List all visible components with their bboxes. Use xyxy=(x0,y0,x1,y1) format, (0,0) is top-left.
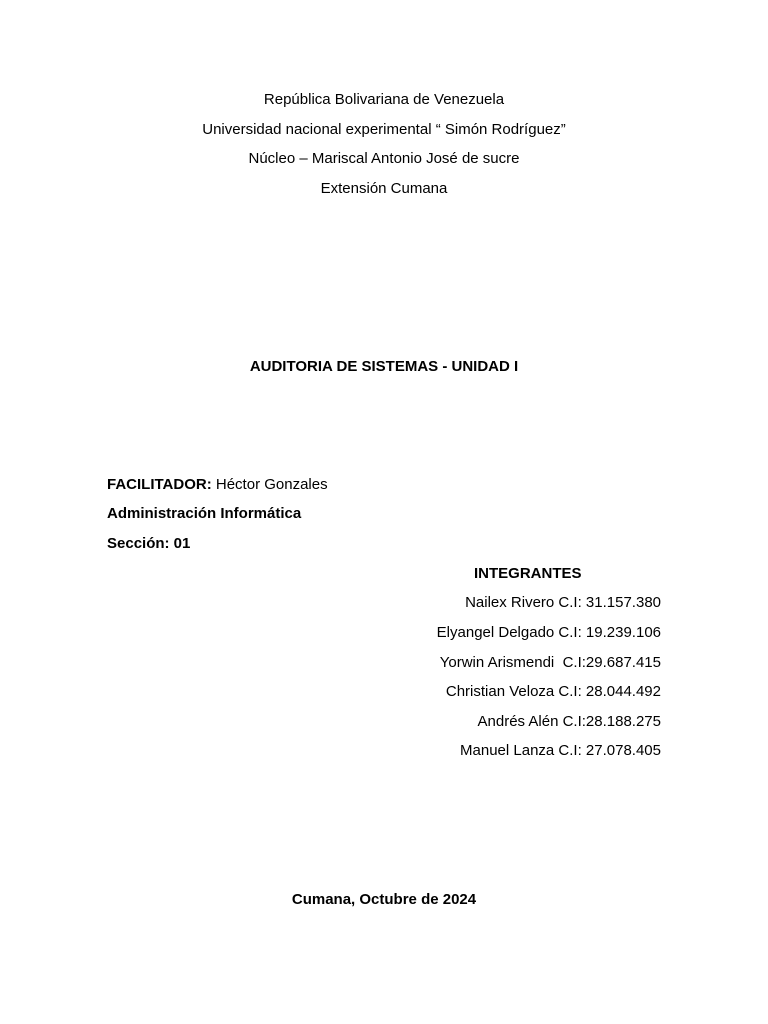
member-item: Yorwin Arismendi C.I:29.687.415 xyxy=(439,654,661,671)
document-title: AUDITORIA DE SISTEMAS - UNIDAD I xyxy=(249,358,519,375)
member-item: Elyangel Delgado C.I: 19.239.106 xyxy=(436,624,661,641)
members-heading: INTEGRANTES xyxy=(474,565,582,582)
header-extension: Extensión Cumana xyxy=(320,180,448,197)
member-item: Andrés Alén C.I:28.188.275 xyxy=(477,713,661,730)
member-item: Nailex Rivero C.I: 31.157.380 xyxy=(465,594,661,611)
career-label: Administración Informática xyxy=(107,505,302,522)
facilitator-name: Héctor Gonzales xyxy=(211,476,328,493)
member-item: Christian Veloza C.I: 28.044.492 xyxy=(445,683,661,700)
facilitator-label: FACILITADOR: xyxy=(107,476,212,493)
header-university: Universidad nacional experimental “ Simón Rodríguez” xyxy=(202,121,566,138)
header-nucleus: Núcleo – Mariscal Antonio José de sucre xyxy=(248,150,520,167)
member-item: Manuel Lanza C.I: 27.078.405 xyxy=(460,742,661,759)
facilitator-line xyxy=(107,476,328,494)
place-date: Cumana, Octubre de 2024 xyxy=(291,891,477,908)
header-republic: República Bolivariana de Venezuela xyxy=(263,91,505,108)
section-label: Sección: 01 xyxy=(107,535,191,552)
